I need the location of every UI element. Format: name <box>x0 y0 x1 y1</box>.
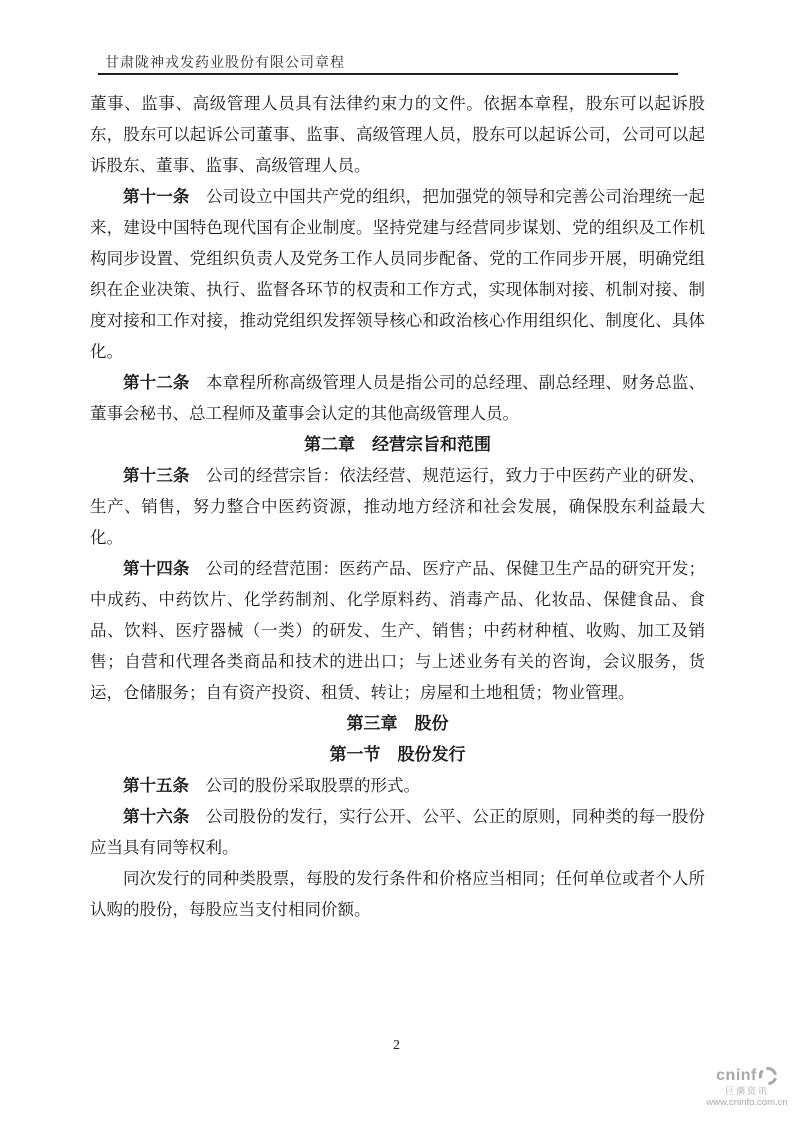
paragraph-text: 同次发行的同种类股票，每股的发行条件和价格应当相同；任何单位或者个人所认购的股份，每股应当支付相同价额。 <box>90 869 705 919</box>
page-number: 2 <box>393 1038 400 1053</box>
article-13-text: 公司的经营宗旨：依法经营、规范运行，致力于中医药产业的研发、生产、销售，努力整合中医药资源，推动地方经济和社会发展，确保股东利益最大化。 <box>90 466 706 547</box>
header-rule <box>98 73 678 75</box>
chapter-3-heading: 第三章 股份 <box>346 714 449 733</box>
page-header-title: 甘肃陇神戎发药业股份有限公司章程 <box>105 56 345 71</box>
article-11-paragraph <box>90 181 705 367</box>
article-15-text: 公司的股份采取股票的形式。 <box>205 776 420 795</box>
cninfo-chinese-name: 巨潮资讯 <box>724 1085 769 1096</box>
section-1-heading: 第一节 股份发行 <box>329 745 466 764</box>
cninfo-brand-text: cninf <box>716 1066 757 1084</box>
article-14-paragraph <box>90 553 705 708</box>
article-16-label: 第十六条 <box>123 807 190 826</box>
article-12-text: 本章程所称高级管理人员是指公司的总经理、副总经理、财务总监、董事会秘书、总工程师及董事会认定的其他高级管理人员。 <box>90 373 706 423</box>
article-12-label: 第十二条 <box>123 373 190 392</box>
cninfo-swirl-icon <box>758 1066 778 1086</box>
article-13-paragraph <box>90 460 705 553</box>
article-11-text: 公司设立中国共产党的组织，把加强党的领导和完善公司治理统一起来，建设中国特色现代国有企业制度。坚持党建与经营同步谋划、党的组织及工作机构同步设置、党组织负责人及党务工作人员同步配备、党的工作同步开展，明确党组织在企业决策、执行、监督各环节的权责和工作方式，实现体制对接、机制对接、制度对接和工作对接，推动党组织发挥领导核心和政治核心作用组织化、制度化、具体化。 <box>90 187 706 361</box>
paragraph-text: 董事、监事、高级管理人员具有法律约束力的文件。依据本章程，股东可以起诉股东，股东可以起诉公司董事、监事、高级管理人员，股东可以起诉公司，公司可以起诉股东、董事、监事、高级管理人员。 <box>90 94 705 175</box>
chapter-2-heading: 第二章 经营宗旨和范围 <box>304 435 491 454</box>
article-15-label: 第十五条 <box>123 776 189 795</box>
paragraph-same-issue <box>90 863 705 925</box>
article-12-paragraph <box>90 367 705 429</box>
paragraph-continuation <box>90 88 705 181</box>
cninfo-url: www.cninfo.com.cn <box>706 1096 788 1108</box>
cninfo-watermark <box>705 1066 789 1108</box>
article-15-paragraph <box>90 770 705 801</box>
document-body <box>90 88 705 925</box>
article-13-label: 第十三条 <box>123 466 190 485</box>
article-16-text: 公司股份的发行，实行公开、公平、公正的原则，同种类的每一股份应当具有同等权利。 <box>90 807 706 857</box>
article-11-label: 第十一条 <box>123 187 190 206</box>
article-14-text: 公司的经营范围：医药产品、医疗产品、保健卫生产品的研究开发；中成药、中药饮片、化学药制剂、化学原料药、消毒产品、化妆品、保健食品、食品、饮料、医疗器械（一类）的研发、生产、销售；中药材种植、收购、加工及销售；自营和代理各类商品和技术的进出口；与上述业务有关的咨询，会议服务，货运，仓储服务；自有资产投资、租赁、转让；房屋和土地租赁；物业管理。 <box>90 559 706 702</box>
article-14-label: 第十四条 <box>123 559 190 578</box>
article-16-paragraph <box>90 801 705 863</box>
